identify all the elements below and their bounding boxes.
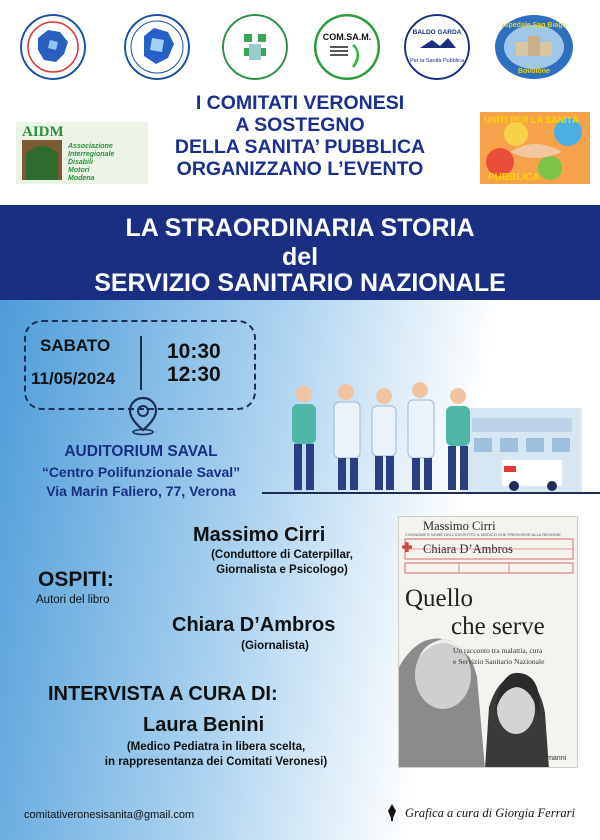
organizers-title-line: ORGANIZZANO L’EVENTO: [176, 158, 424, 180]
location-pin-icon: [127, 396, 159, 436]
event-title-line: del: [281, 243, 319, 271]
book-publisher: +manni: [543, 755, 567, 762]
book-header: COGNOME E NOME DELL’ASSISTITO IL MEDICO CHE PRESCRIVE ALLA REGIONE: [405, 532, 561, 537]
svg-text:Interregionale: Interregionale: [68, 151, 115, 158]
book-cover: [398, 516, 578, 768]
book-author: Chiara D’Ambros: [423, 542, 513, 556]
guest-role: [172, 548, 392, 578]
ospedale-san-biagio-logo: [494, 14, 574, 80]
svg-text:AIDM: AIDM: [22, 124, 64, 140]
event-time-end: 12:30: [167, 363, 221, 386]
event-title-banner: [0, 205, 600, 300]
guest-name: Massimo Cirri: [193, 524, 326, 546]
interview-label: INTERVISTA A CURA DI:: [48, 683, 278, 705]
event-date: 11/05/2024: [31, 369, 116, 388]
medical-staff-illustration: [262, 378, 600, 496]
venue-center: “Centro Polifunzionale Saval”: [41, 464, 241, 480]
event-day: SABATO: [40, 336, 111, 355]
comitato-isola-della-scala-logo: [222, 14, 288, 80]
event-title-line: LA STRAORDINARIA STORIA: [125, 214, 475, 242]
guests-label: OSPITI:: [38, 568, 114, 591]
svg-text:Motori: Motori: [68, 167, 90, 174]
date-time-divider: [140, 336, 142, 390]
organizers-title-line: DELLA SANITA’ PUBBLICA: [174, 136, 426, 158]
svg-text:Disabili: Disabili: [68, 159, 93, 166]
prescription-form-graphic: [399, 517, 578, 768]
event-time-start: 10:30: [167, 340, 221, 363]
svg-text:BALDO GARDA: BALDO GARDA: [412, 29, 462, 36]
svg-text:Modena: Modena: [68, 175, 95, 182]
header-area: [0, 0, 600, 205]
interviewer-role: [66, 740, 366, 770]
svg-text:COM.SA.M.: COM.SA.M.: [322, 32, 372, 42]
svg-text:Associazione: Associazione: [68, 143, 113, 150]
book-title-line: che serve: [451, 613, 545, 640]
guest-role-line: (Conduttore di Caterpillar,: [211, 549, 353, 561]
organizers-title-line: A SOSTEGNO: [235, 114, 365, 136]
interviewer-name: Laura Benini: [143, 714, 265, 736]
logo-row: [0, 8, 600, 88]
svg-text:Bovolone: Bovolone: [518, 68, 550, 75]
svg-text:Per la Sanità Pubblica: Per la Sanità Pubblica: [409, 58, 465, 64]
veneto-region-logo-1: [20, 14, 86, 80]
organizers-title: [150, 92, 450, 180]
book-title-line: Quello: [405, 585, 474, 612]
guest-name: Chiara D’Ambros: [172, 614, 336, 636]
svg-text:PUBBLICA: PUBBLICA: [488, 172, 540, 183]
graphic-credit: Grafica a cura di Giorgia Ferrari: [405, 806, 576, 820]
book-author: Massimo Cirri: [423, 519, 496, 533]
guest-role: (Giornalista): [241, 640, 309, 652]
guest-role-line: Giornalista e Psicologo): [216, 564, 348, 576]
event-title-line: SERVIZIO SANITARIO NAZIONALE: [94, 269, 506, 297]
book-subtitle-line: Un racconto tra malattia, cura: [453, 646, 543, 655]
veneto-region-logo-2: [124, 14, 190, 80]
uniti-per-la-sanita-logo: [480, 112, 590, 184]
svg-text:Ospedale San Biagio: Ospedale San Biagio: [499, 22, 569, 29]
aidm-logo: [16, 122, 148, 184]
contact-email: comitativeronesisanita@gmail.com: [24, 809, 195, 821]
baldo-garda-logo: [404, 14, 470, 80]
venue-address: Via Marin Faliero, 77, Verona: [46, 483, 236, 499]
pen-nib-icon: [385, 803, 399, 821]
comsam-logo: [314, 14, 380, 80]
interviewer-role-line: in rappresentanza dei Comitati Veronesi): [104, 756, 328, 768]
venue-name: AUDITORIUM SAVAL: [64, 443, 218, 460]
guests-sublabel: Autori del libro: [36, 594, 110, 606]
book-subtitle-line: e Servizio Sanitario Nazionale: [453, 657, 545, 666]
interviewer-role-line: (Medico Pediatra in libera scelta,: [126, 741, 306, 753]
svg-text:UNITI PER LA SANITÀ: UNITI PER LA SANITÀ: [484, 115, 579, 125]
organizers-title-line: I COMITATI VERONESI: [195, 92, 405, 114]
